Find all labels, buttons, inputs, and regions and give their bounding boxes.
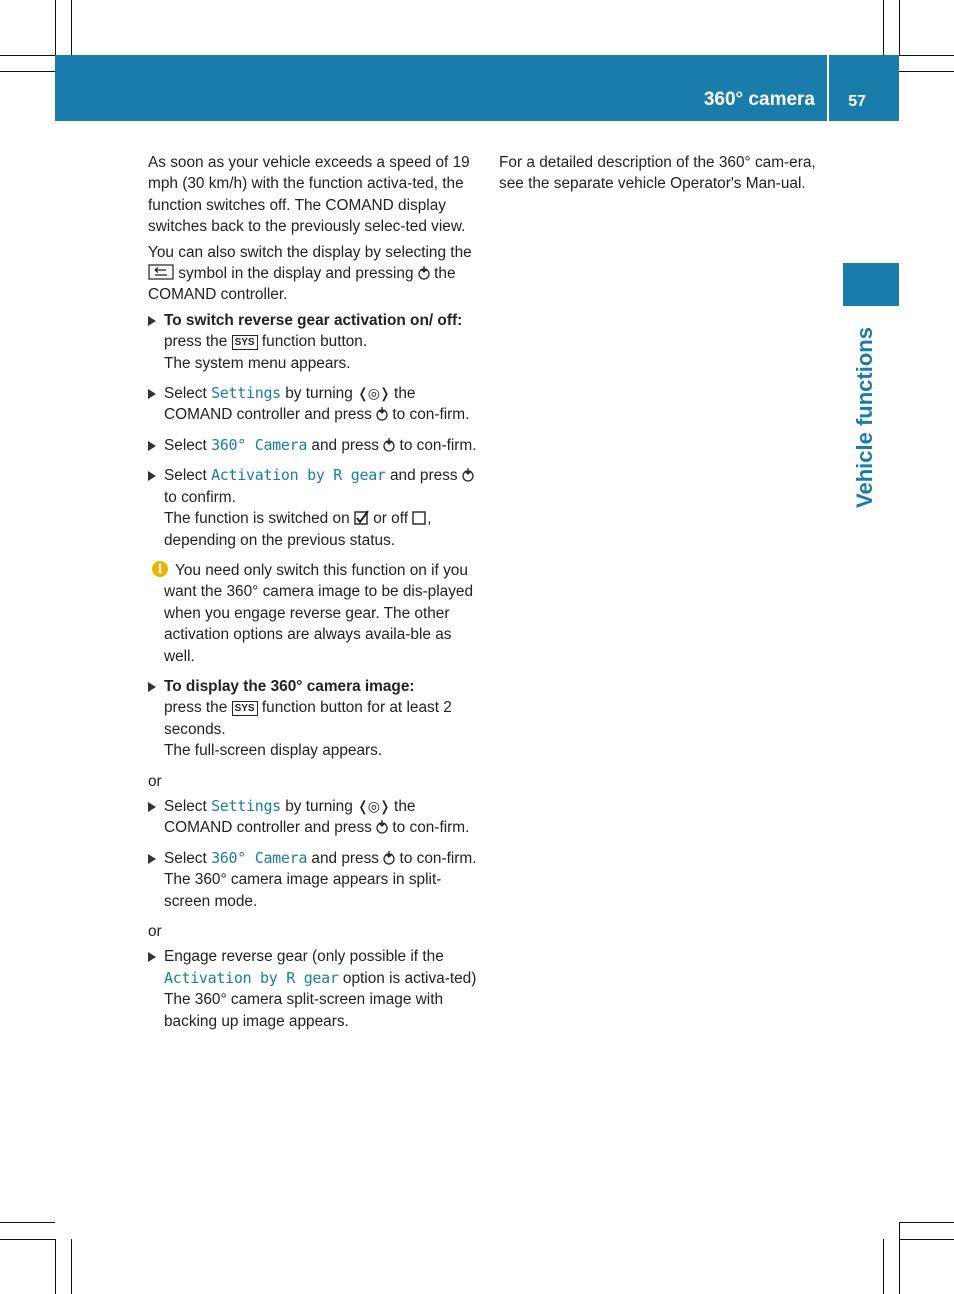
crop-mark (71, 1239, 72, 1294)
right-column (499, 152, 833, 199)
menu-item: 360° Camera (211, 848, 308, 867)
step-arrow-icon (148, 952, 156, 962)
crop-mark (899, 55, 954, 56)
crop-mark (899, 0, 900, 55)
step-arrow-icon (148, 471, 156, 481)
back-arrow-icon (148, 264, 174, 280)
checkbox-checked-icon (354, 510, 369, 525)
menu-item: Settings (211, 384, 281, 403)
crop-mark (883, 1239, 884, 1294)
press-controller-icon (383, 438, 395, 452)
step-arrow-icon (148, 682, 156, 692)
crop-mark (0, 1239, 55, 1240)
instruction-step: Engage reverse gear (only possible if the Activation by R gear option is activa-ted) The 360° camera split-screen image with backing up image appears. (148, 946, 480, 1032)
instruction-step: Select Settings by turning ❬◎❭ the COMAND controller and press to con-firm. (148, 383, 480, 426)
menu-item: Activation by R gear (164, 968, 339, 987)
left-column (148, 152, 480, 1041)
press-controller-icon (418, 266, 430, 280)
page-number: 57 (848, 93, 866, 110)
crop-mark (55, 0, 56, 55)
crop-mark (899, 1239, 954, 1240)
press-controller-icon (462, 468, 474, 482)
sys-button-icon: SYS (232, 701, 258, 716)
chapter-label: Vehicle functions (852, 327, 877, 508)
section-title: 360° camera (703, 89, 815, 110)
menu-item: 360° Camera (211, 435, 308, 454)
instruction-step: To display the 360° camera image: press the SYS function button for at least 2 seconds. The full-screen display appears. (148, 676, 480, 762)
crop-mark (71, 0, 72, 55)
page-header (55, 55, 899, 121)
checkbox-empty-icon (412, 510, 427, 525)
crop-mark (883, 0, 884, 55)
step-arrow-icon (148, 316, 156, 326)
crop-mark (0, 1222, 55, 1223)
crop-mark (0, 55, 55, 56)
instruction-step: Select Settings by turning ❬◎❭ the COMAND controller and press to con-firm. (148, 796, 480, 839)
crop-mark (0, 71, 55, 72)
crop-mark (899, 1222, 954, 1223)
menu-item: Settings (211, 796, 281, 815)
or-separator: or (148, 772, 162, 790)
rotate-controller-icon: ❬◎❭ (357, 385, 390, 402)
press-controller-icon (376, 820, 388, 834)
chapter-tab (843, 263, 899, 306)
crop-mark (55, 1239, 56, 1294)
instruction-step: Select Activation by R gear and press to confirm. The function is switched on or off , depending on the previous status. (148, 465, 480, 551)
step-arrow-icon (148, 441, 156, 451)
crop-mark (899, 1222, 900, 1294)
header-divider (827, 55, 829, 121)
instruction-step: Select 360° Camera and press to con-firm. (148, 435, 480, 456)
paragraph: As soon as your vehicle exceeds a speed of 19 mph (30 km/h) with the function activa-ted, the function switches off. The COMAND display switches back to the previously selec-ted view. (148, 154, 470, 236)
paragraph: You can also switch the display by selecting the symbol in the display and pressing the COMAND controller. (148, 243, 472, 304)
step-arrow-icon (148, 802, 156, 812)
instruction-step: To switch reverse gear activation on/ off: press the SYS function button. The system menu appears. (148, 310, 480, 374)
press-controller-icon (376, 407, 388, 421)
or-separator: or (148, 923, 162, 940)
paragraph: For a detailed description of the 360° cam-era, see the separate vehicle Operator's Man-ual. (499, 154, 816, 193)
crop-mark (899, 71, 954, 72)
rotate-controller-icon: ❬◎❭ (357, 797, 390, 814)
sys-button-icon: SYS (232, 335, 258, 350)
press-controller-icon (383, 851, 395, 865)
instruction-step: Select 360° Camera and press to con-firm. The 360° camera image appears in split-screen mode. (148, 848, 480, 912)
step-arrow-icon (148, 854, 156, 864)
info-note: i You need only switch this function on if you want the 360° camera image to be dis-played when you engage reverse gear. The other activation options are always availa-ble as well. (148, 560, 480, 667)
menu-item: Activation by R gear (211, 466, 386, 485)
step-arrow-icon (148, 389, 156, 399)
info-icon: i (152, 561, 168, 577)
